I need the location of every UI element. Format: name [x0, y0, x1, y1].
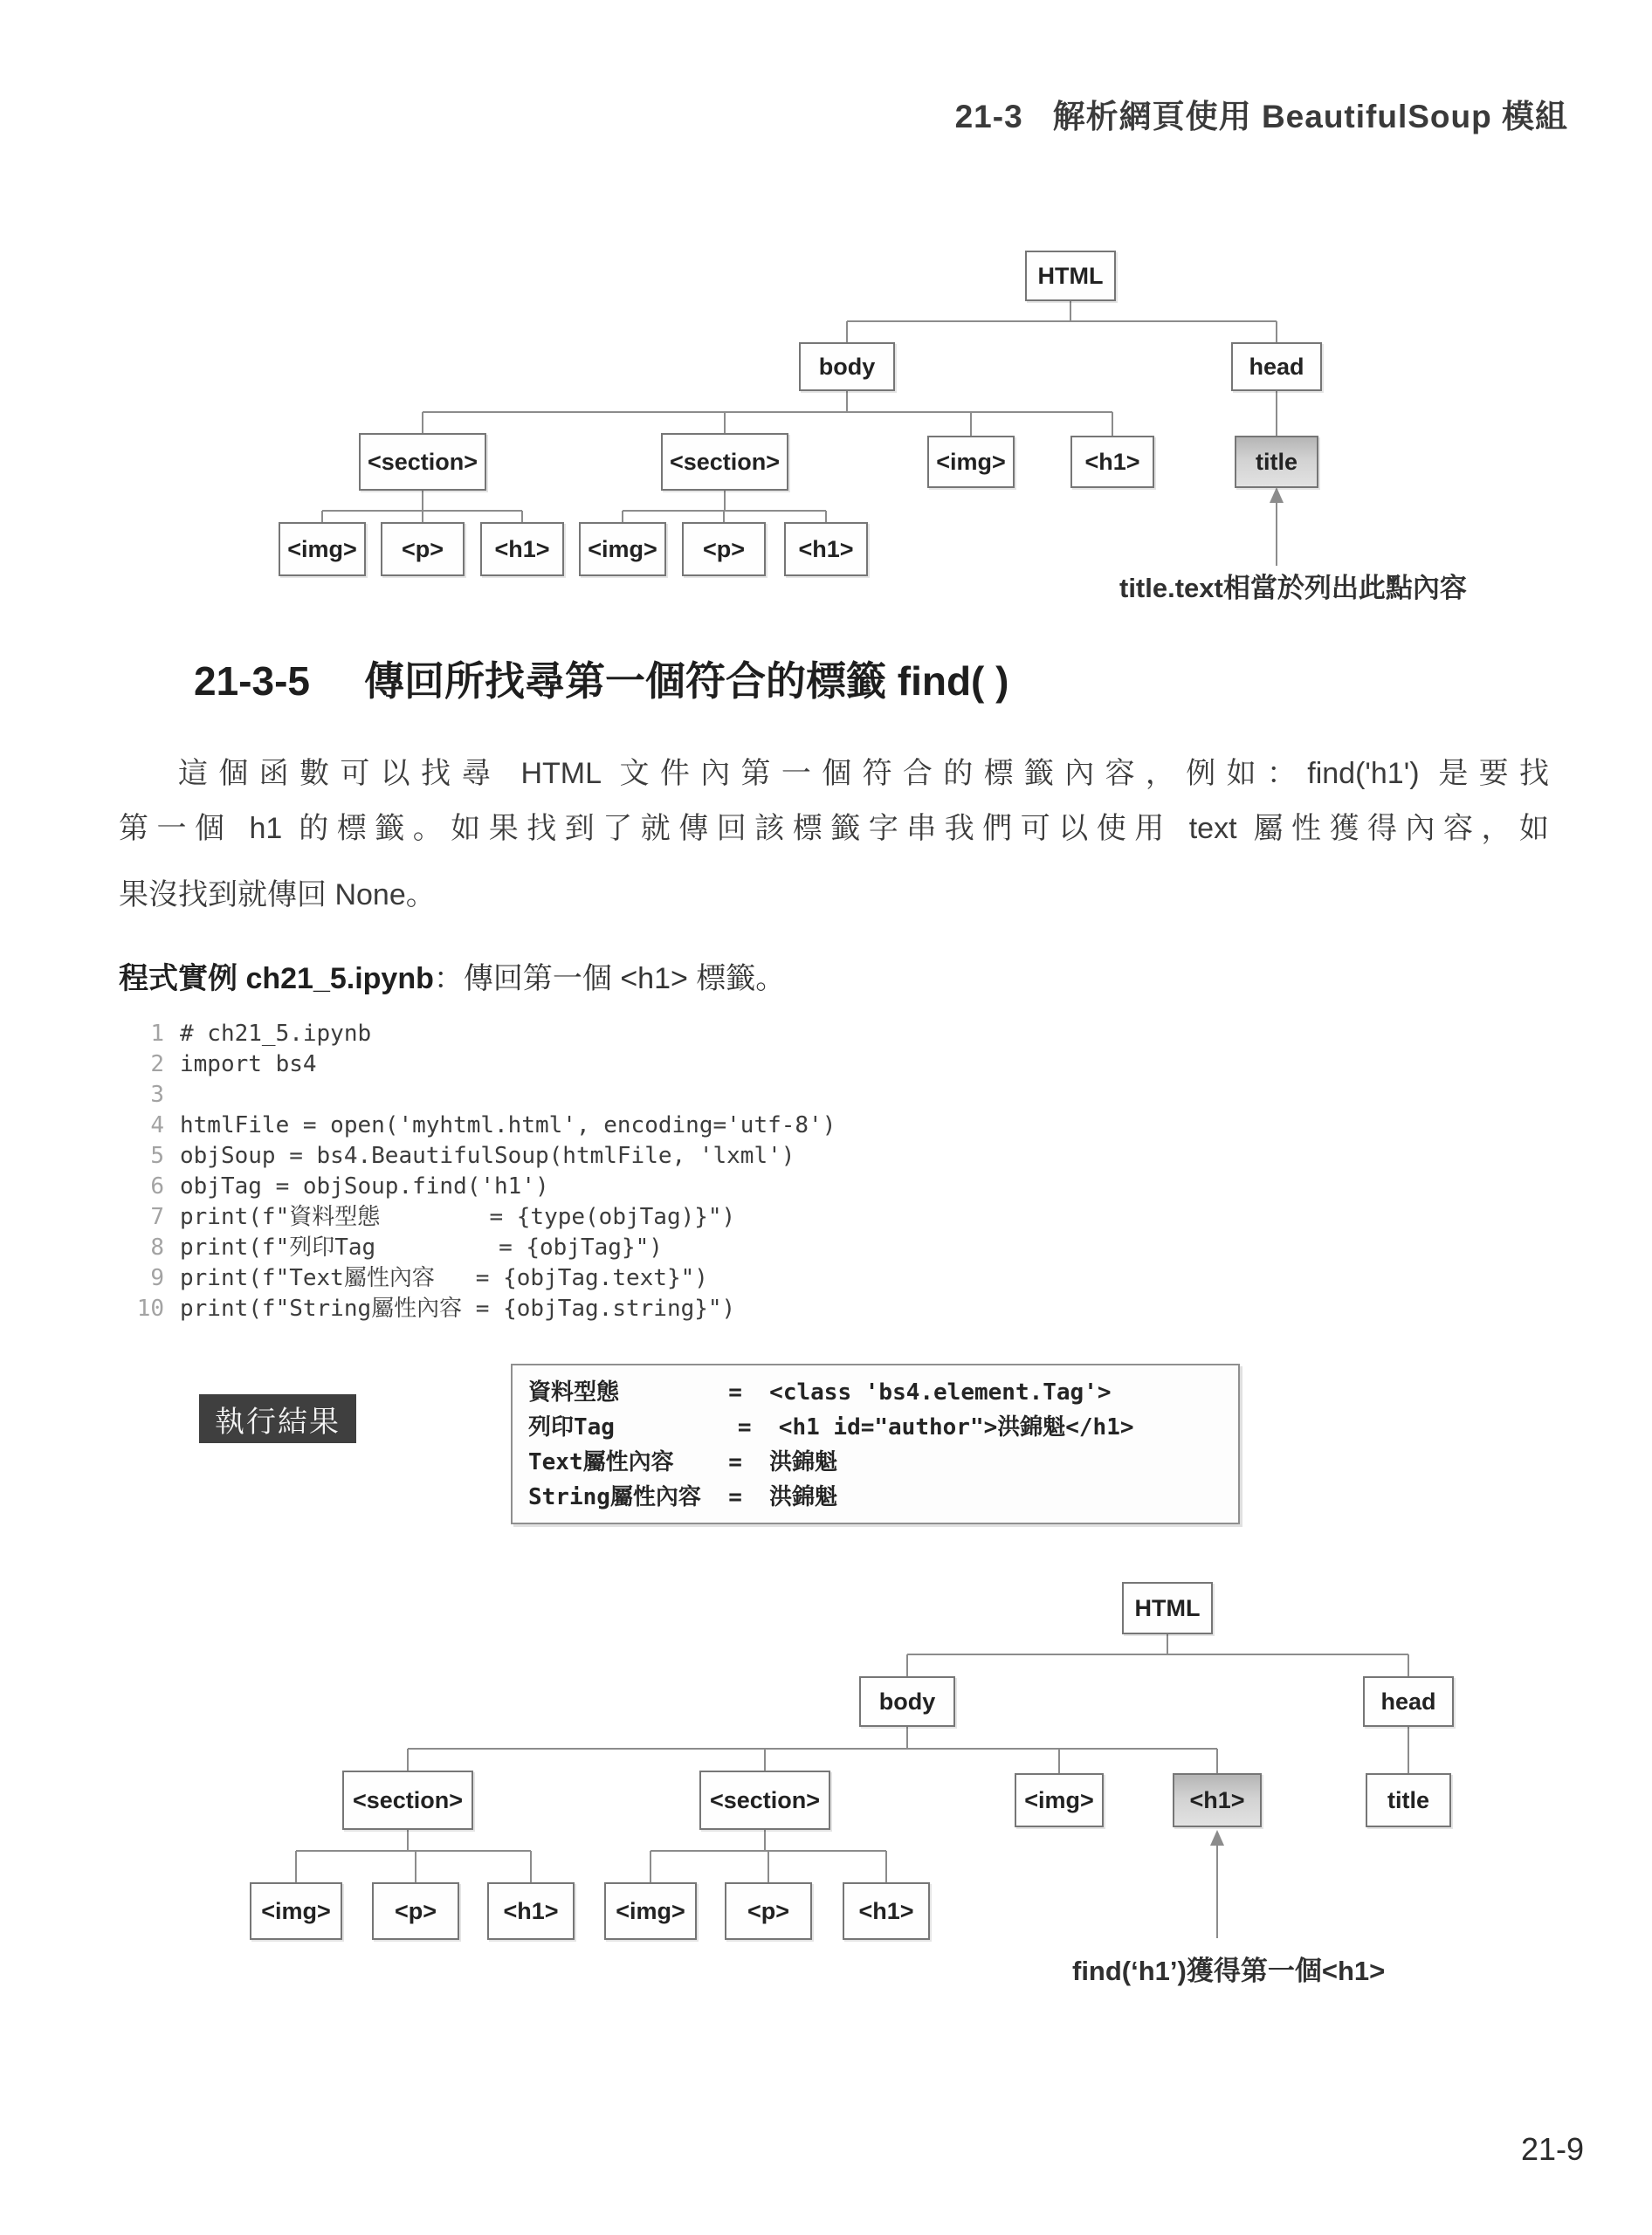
code-line	[124, 1294, 836, 1324]
code-line-number: 2	[150, 1051, 164, 1077]
tree1-node-sec2-h1: <h1>	[784, 522, 868, 576]
code-line-number: 9	[150, 1265, 164, 1291]
tree1-node-img: <img>	[927, 436, 1015, 488]
code-line	[124, 1111, 836, 1141]
code-line-number: 3	[150, 1082, 164, 1108]
tree1-node-title-highlighted: title	[1235, 436, 1318, 488]
example-label	[119, 954, 785, 997]
code-line	[124, 1202, 836, 1233]
result-line: 資料型態 = <class 'bs4.element.Tag'>	[528, 1379, 1112, 1406]
code-line	[124, 1049, 836, 1080]
tree1-node-sec2-img: <img>	[579, 522, 666, 576]
paragraph-line-3: 果沒找到就傳回 None。	[119, 878, 436, 911]
tree2-node-h1-highlighted: <h1>	[1173, 1773, 1262, 1827]
tree1-node-html: HTML	[1025, 251, 1116, 301]
tree2-node-sec2-img: <img>	[604, 1882, 697, 1940]
code-line	[124, 1019, 836, 1049]
execution-result-output-box	[511, 1364, 1240, 1524]
section-heading-title: 傳回所找尋第一個符合的標籤 find( )	[363, 658, 1009, 704]
code-line-number: 6	[150, 1173, 164, 1200]
code-line-text: print(f"String屬性內容 = {objTag.string}")	[180, 1296, 736, 1322]
code-line-text: print(f"資料型態 = {type(objTag)}")	[180, 1204, 736, 1230]
running-header-number: 21-3	[954, 99, 1023, 134]
result-line: Text屬性內容 = 洪錦魁	[528, 1449, 838, 1475]
code-line	[124, 1141, 836, 1172]
tree2-node-sec1-img: <img>	[250, 1882, 342, 1940]
code-line-text: objTag = objSoup.find('h1')	[180, 1173, 549, 1200]
tree2-node-sec1-p: <p>	[372, 1882, 459, 1940]
tree1-node-sec2-p: <p>	[682, 522, 766, 576]
code-line-text: htmlFile = open('myhtml.html', encoding='utf-8')	[180, 1112, 836, 1138]
result-line: 列印Tag = <h1 id="author">洪錦魁</h1>	[528, 1414, 1134, 1441]
tree2-node-sec2-h1: <h1>	[843, 1882, 930, 1940]
code-line-number: 1	[150, 1021, 164, 1047]
code-line	[124, 1233, 836, 1263]
tree2-node-body: body	[859, 1676, 955, 1727]
code-line	[124, 1080, 836, 1111]
tree2-node-head: head	[1363, 1676, 1454, 1727]
tree2-annotation: find(‘h1’)獲得第一個<h1>	[1072, 1956, 1386, 1986]
code-line-text: print(f"Text屬性內容 = {objTag.text}")	[180, 1265, 708, 1291]
tree1-node-h1: <h1>	[1070, 436, 1154, 488]
code-line-number: 7	[150, 1204, 164, 1230]
code-line-number: 10	[136, 1296, 164, 1322]
code-line	[124, 1263, 836, 1294]
tree2-node-section-1: <section>	[342, 1771, 473, 1830]
result-line: String屬性內容 = 洪錦魁	[528, 1484, 838, 1510]
tree1-node-section-2: <section>	[661, 433, 788, 491]
section-heading-number: 21-3-5	[194, 658, 310, 704]
tree2-node-html: HTML	[1122, 1582, 1213, 1634]
tree2-node-sec1-h1: <h1>	[487, 1882, 575, 1940]
tree1-node-section-1: <section>	[359, 433, 486, 491]
tree2-node-sec2-p: <p>	[725, 1882, 812, 1940]
tree1-node-body: body	[799, 342, 895, 391]
code-line-text: import bs4	[180, 1051, 317, 1077]
code-listing	[124, 1019, 836, 1324]
code-line-number: 5	[150, 1143, 164, 1169]
code-line-number: 8	[150, 1234, 164, 1261]
code-line-text: print(f"列印Tag = {objTag}")	[180, 1234, 663, 1261]
tree1-node-sec1-p: <p>	[381, 522, 465, 576]
tree2-node-img: <img>	[1015, 1773, 1104, 1827]
tree2-node-title: title	[1366, 1773, 1451, 1827]
tree1-node-sec1-h1: <h1>	[480, 522, 564, 576]
paragraph-line-1: 這個函數可以找尋 HTML 文件內第一個符合的標籤內容，例如：find('h1') 是要找	[178, 757, 1549, 790]
tree1-connectors-graphic	[0, 0, 1652, 611]
example-label-filename: 程式實例 ch21_5.ipynb	[119, 962, 434, 995]
tree1-node-sec1-img: <img>	[279, 522, 366, 576]
tree1-annotation: title.text相當於列出此點內容	[1119, 573, 1467, 603]
section-heading	[194, 650, 1008, 707]
code-line-text: objSoup = bs4.BeautifulSoup(htmlFile, 'lxml')	[180, 1143, 795, 1169]
execution-result-badge: 執行結果	[199, 1394, 356, 1443]
page-number: 21-9	[1520, 2131, 1584, 2167]
running-header-title: 解析網頁使用 BeautifulSoup 模組	[1052, 99, 1568, 134]
tree2-node-section-2: <section>	[699, 1771, 830, 1830]
code-line-number: 4	[150, 1112, 164, 1138]
code-line-text: # ch21_5.ipynb	[180, 1021, 372, 1047]
example-label-description: ：傳回第一個 <h1> 標籤。	[433, 962, 786, 995]
paragraph-line-2: 第一個 h1 的標籤。如果找到了就傳回該標籤字串我們可以使用 text 屬性獲得內容，如	[119, 812, 1549, 845]
code-line	[124, 1172, 836, 1202]
tree1-node-head: head	[1231, 342, 1322, 391]
